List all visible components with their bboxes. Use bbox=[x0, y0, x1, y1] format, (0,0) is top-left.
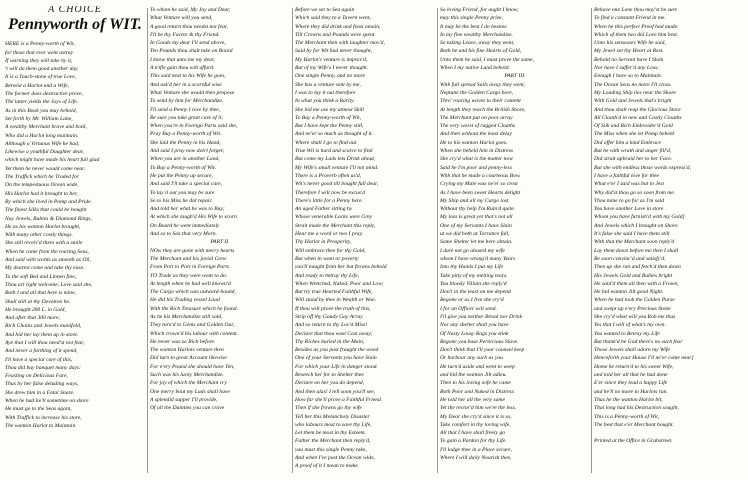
verse-line: Therefore I will now be excus'd bbox=[295, 189, 365, 196]
verse-line: Set forth by Mr. William Lane, bbox=[5, 115, 73, 122]
verse-line: In Goods my dear I'll send above, bbox=[150, 40, 226, 47]
verse-line: Don't think that I'll your counsel keep bbox=[440, 347, 525, 354]
verse-line: If warning they will take by it, bbox=[5, 57, 73, 64]
verse-line: NOw they are gone with merry hearts bbox=[150, 247, 235, 254]
verse-line: What Venture will you send, bbox=[150, 15, 213, 22]
verse-line: I was to lay it out therefore bbox=[295, 89, 356, 96]
column-5-lines bbox=[594, 6, 744, 446]
verse-line: The Cargo which was outward-bound, bbox=[150, 289, 236, 296]
verse-line: An aged Father sitting by bbox=[295, 206, 353, 213]
verse-line: Pray Buy a Penny-worth of Wit. bbox=[150, 131, 222, 138]
verse-line: I'll lodge thee in a Place secure, bbox=[440, 446, 512, 453]
verse-line: By which she lived in Pomp and Pride. bbox=[5, 198, 92, 205]
verse-line: With the Rich Treasure which he found. bbox=[150, 305, 238, 312]
verse-line: Betwixt a Harlot and a Wife, bbox=[5, 82, 70, 89]
verse-line: Will embrace thee for thy Gold, bbox=[295, 247, 366, 254]
verse-line: He put the Penny up secure, bbox=[150, 172, 213, 179]
verse-line: may this single Penny prize, bbox=[440, 15, 503, 22]
verse-line: Of Silk and Rich Embroider'd Gold bbox=[594, 123, 673, 130]
verse-line: A proof of it I mean to make. bbox=[295, 463, 360, 470]
verse-line: To the soft Bed and Linnen fine, bbox=[5, 273, 77, 280]
verse-line: And ask'd her in a scornful wise bbox=[150, 81, 222, 88]
verse-line: My Dear she cry'd since it is so, bbox=[440, 413, 512, 420]
verse-line: Then if she frowns go thy wife bbox=[295, 405, 362, 412]
column-2 bbox=[150, 6, 290, 413]
verse-line: 't will do them good another day. bbox=[5, 66, 79, 73]
verse-line: He to his wanton Harlot goes. bbox=[440, 139, 508, 146]
verse-line: To find a constant Friend in me. bbox=[594, 15, 666, 22]
verse-line: Although a Virtuous Wife he had, bbox=[5, 140, 80, 147]
verse-line: His Jewels Gold and Rubies bright bbox=[594, 272, 673, 279]
verse-line: There's little for a Penny here. bbox=[295, 197, 363, 204]
verse-line: Thou art right welcome, Love said she, bbox=[5, 281, 93, 288]
verse-line: Thou mine to go for as I'm said bbox=[594, 197, 665, 204]
verse-line: And so return to thy Lov'd Miss! bbox=[295, 322, 368, 329]
verse-line: And told her what he was to Buy; bbox=[150, 206, 225, 213]
verse-line: I'll be thy Factor & thy Friend. bbox=[150, 31, 220, 38]
verse-line: for those that ever went astray bbox=[5, 49, 74, 56]
verse-line: Without thy help I'm Ruin'd quite. bbox=[440, 206, 516, 213]
verse-line: And Jewels which I brought on Shore. bbox=[594, 222, 679, 229]
verse-line: When Wretched, Naked, Poor and Low; bbox=[295, 280, 384, 287]
verse-line: This said next to his Wife he goes, bbox=[150, 73, 226, 80]
verse-line: Printed at the Office in Grubstreet. bbox=[594, 438, 673, 445]
column-3-lines bbox=[295, 6, 435, 471]
verse-line: To Buy a Penny-worth of Wit. bbox=[150, 164, 216, 171]
verse-line: Did offer him a kind Embrace bbox=[594, 139, 661, 146]
verse-line: You have another Love in store bbox=[594, 206, 664, 213]
column-1-lines bbox=[5, 40, 145, 430]
verse-line: A good return thou needst not fear, bbox=[150, 23, 228, 30]
verse-line: What e'er I said was but in Jest bbox=[594, 181, 665, 188]
verse-line: Did turn to great Account likewise bbox=[150, 355, 227, 362]
verse-line: Strip off thy Gaudy Gay Array bbox=[295, 313, 363, 320]
verse-line: True Wit is hard and scarce to find bbox=[295, 148, 373, 155]
verse-line: Let them be most in thy Esteem. bbox=[295, 430, 366, 437]
verse-line: Did strait upbraid her to her Face. bbox=[594, 156, 673, 163]
verse-line: Or harbour any such as you bbox=[440, 355, 503, 362]
column-divider bbox=[147, 8, 148, 473]
column-divider bbox=[591, 8, 592, 473]
column-2-lines bbox=[150, 6, 290, 413]
verse-line: Of all the Dainties you can crave bbox=[150, 405, 225, 412]
verse-line: But try true Hearted Faithful Wife, bbox=[295, 289, 373, 296]
verse-line: To gain a Pardon for thy Life. bbox=[440, 438, 507, 445]
verse-line: From Port to Port in Foreign Parts bbox=[150, 264, 230, 271]
verse-line: Where they did drink and feast amain, bbox=[295, 23, 381, 30]
verse-line: you'll naught from her but frowns behold bbox=[295, 264, 387, 271]
column-4 bbox=[440, 6, 590, 462]
verse-line: The former does destructive prove, bbox=[5, 91, 83, 98]
verse-line: It's false she said I have them still bbox=[594, 231, 670, 238]
verse-line: I'll have a special care of this, bbox=[5, 356, 73, 363]
verse-line: Which said they to a Tavern went, bbox=[295, 15, 371, 22]
verse-line: Nor any shelter shall you have bbox=[440, 322, 509, 329]
verse-line: The Merchant put on poor array bbox=[440, 114, 513, 121]
verse-line: To send by him for Merchandize. bbox=[150, 98, 224, 105]
verse-line: My Loading Ship lies near the Shore bbox=[594, 89, 676, 96]
column-1 bbox=[5, 6, 145, 430]
verse-line: A trifle gain thou wilt afford. bbox=[150, 65, 215, 72]
verse-line: Then to his loving wife he came bbox=[440, 380, 511, 387]
verse-line: I'll send a Penny I love by thee, bbox=[150, 106, 221, 113]
verse-line: But thank'd be God there's no such fear bbox=[594, 338, 683, 345]
verse-line: As in this Book you may behold, bbox=[5, 107, 77, 114]
verse-line: Which crown'd his labour with content. bbox=[150, 330, 238, 337]
verse-line: Where shall I go to find out bbox=[295, 139, 357, 146]
verse-line: Such was his lucky Merchandize. bbox=[150, 372, 224, 379]
verse-line: He bid wanton Jilt good Night. bbox=[594, 289, 664, 296]
verse-line: Don't in the least on me depend bbox=[440, 289, 511, 296]
verse-line: All Cloath'd in new and Costly Cloaths bbox=[594, 114, 682, 121]
verse-line: which might have made his heart full glad bbox=[5, 157, 100, 164]
verse-line: For joy of which the Merchant cry bbox=[150, 380, 227, 387]
verse-line: When you are in another Land, bbox=[150, 156, 220, 163]
verse-line: That long had his Destruction sought, bbox=[594, 405, 679, 412]
verse-line: It may be the best I do bestow bbox=[440, 23, 507, 30]
verse-line: The Ocean Seas no more I'll cross. bbox=[594, 81, 672, 88]
verse-line: He said'd them all then with a Frown, bbox=[594, 280, 679, 287]
verse-line: What Venture she would then propose bbox=[150, 89, 235, 96]
verse-line: I know that unto me my dear, bbox=[150, 56, 215, 63]
verse-line: Yet the rector'd him we're the less. bbox=[440, 405, 517, 412]
verse-line: She cry'd what is the matter now bbox=[440, 156, 513, 163]
verse-line: Aye that I will thou need'st not fear, bbox=[5, 339, 85, 346]
verse-line: Be soon convinc'd and satisfy'd. bbox=[594, 255, 666, 262]
verse-line: And so to Sea that very Morn. bbox=[150, 231, 217, 238]
verse-line: I for an Officer will send. bbox=[440, 305, 497, 312]
verse-line: Both I and all that here is mine, bbox=[5, 290, 76, 297]
verse-line: Behold no Servant have I Slain bbox=[594, 56, 664, 63]
verse-line: you must this single Penny take, bbox=[295, 446, 367, 453]
verse-line: She still receiv'd them with a smile bbox=[5, 240, 83, 247]
verse-line: Whose venerable Locks were Grey bbox=[295, 214, 373, 221]
verse-line: Home he return'd to his sweet Wife, bbox=[594, 363, 674, 370]
verse-line: One of your Servants you have Slain bbox=[295, 355, 377, 362]
verse-line: For e'ery Pound she should have Ten, bbox=[150, 363, 235, 370]
verse-line: My Ship and all my Cargo lost bbox=[440, 197, 509, 204]
verse-line: And ne'er so much as thought of it. bbox=[295, 131, 373, 138]
verse-line: TO Trade as they were wont to do. bbox=[150, 272, 228, 279]
verse-line: When he came from the roaring Seas, bbox=[5, 248, 89, 255]
verse-line: Declare on her you do depend, bbox=[295, 380, 365, 387]
verse-line: This is a Penny-worth of Wit, bbox=[594, 413, 660, 420]
verse-line: In what you think a Rarity. bbox=[295, 98, 355, 105]
verse-line: As he his Merchandize still sold, bbox=[150, 313, 223, 320]
verse-line: Some Shelter let me here obtain. bbox=[440, 239, 513, 246]
verse-line: And after that 300 more, bbox=[5, 315, 60, 322]
verse-line: The wanton Harlots venture then bbox=[150, 347, 224, 354]
verse-line: I dare not go aboard my wife bbox=[440, 247, 505, 254]
verse-line: One single Penny, and no more bbox=[295, 73, 366, 80]
verse-line: Of Nasty Lousy Rags you stink bbox=[440, 330, 509, 337]
verse-line: All that I have shall freely go bbox=[440, 430, 506, 437]
verse-line: Be sure you take great care of it; bbox=[150, 114, 224, 121]
verse-line: She drew him in a Fatal Snare. bbox=[5, 389, 75, 396]
verse-line: But come my Lads lets Drink about, bbox=[295, 156, 376, 163]
verse-line: Tell her this Melancholy Disaster bbox=[295, 413, 370, 420]
verse-line: But she with endless those words express'd, bbox=[594, 164, 691, 171]
verse-line: To lay it out you may be sure bbox=[150, 189, 215, 196]
verse-line: Begone you base Pernicious Slave. bbox=[440, 338, 519, 345]
verse-line: He must go to the Seas again, bbox=[5, 406, 72, 413]
verse-line: A splendid supper I'll provide, bbox=[150, 396, 218, 403]
verse-line: ut we did both at Torrance fall, bbox=[440, 231, 510, 238]
verse-line: But when in want or poverty bbox=[295, 255, 359, 262]
verse-line: Begone or as I live she cry'd bbox=[440, 297, 504, 304]
verse-line: Said by for Wit had never thought, bbox=[295, 48, 372, 55]
verse-line: Then up she ran and fetch'd then down bbox=[594, 264, 681, 271]
verse-line: To Buy a Penny-worth of Wit, bbox=[295, 114, 361, 121]
verse-line: Unto his sensesses Wife he said, bbox=[594, 40, 666, 47]
verse-line: She laid the Penny in his Hand, bbox=[150, 139, 221, 146]
verse-line: Take pitty of my melting tears. bbox=[440, 272, 508, 279]
verse-line: When you're in Foreign Parts said she, bbox=[150, 123, 238, 130]
verse-line: My Harlot's venture is improv'd, bbox=[295, 56, 368, 63]
verse-line: Will stand by thee in Wealth or Woe. bbox=[295, 297, 376, 304]
part-heading: PART III. bbox=[504, 73, 526, 80]
verse-line: and swept up e'ery Precious Stone bbox=[594, 305, 671, 312]
verse-line: The latter yields the Joys of Life. bbox=[5, 99, 79, 106]
verse-line: One of my Servants I have Slain bbox=[440, 222, 512, 229]
verse-line bbox=[594, 429, 744, 437]
verse-line: She has a venture sent by me, bbox=[295, 81, 361, 88]
verse-line: Before we set to Sea again bbox=[295, 7, 355, 13]
verse-line: Thus he the wanton Harlot bit, bbox=[594, 396, 663, 403]
verse-line: Crying my Mate was ne'er so crost bbox=[440, 181, 518, 188]
verse-line: Henceforth your House I'll ne'er come near] bbox=[594, 355, 694, 362]
verse-line: whom I have wrong'd many Years bbox=[440, 255, 516, 262]
verse-line: Lay them down before me then I shall bbox=[594, 247, 679, 254]
verse-line: He turn'd aside and went to weep bbox=[440, 363, 515, 370]
verse-line: And when I've past the Ocean wide, bbox=[295, 455, 375, 462]
verse-line: and he'll no more to Harlots run. bbox=[594, 388, 668, 395]
verse-line: When he this perfect Proof had made. bbox=[594, 23, 679, 30]
verse-line: Unto them he said, I must prove the same, bbox=[440, 56, 534, 63]
verse-line: Hear me a word or two I pray. bbox=[295, 231, 364, 238]
verse-line: Nor have I suffer'd any Loss; bbox=[594, 65, 660, 72]
verse-line: One merry bout my Lads shall have bbox=[150, 388, 230, 395]
verse-line: For which your Life in danger stood. bbox=[295, 363, 378, 370]
verse-line: Yes that I will of what's my own. bbox=[594, 322, 666, 329]
verse-line: and bid the wanton Jilt adieu. bbox=[440, 372, 507, 379]
verse-line: Take comfort in thy loving wife, bbox=[440, 421, 511, 428]
verse-line: But of my Wife's I never thought. bbox=[295, 65, 369, 72]
verse-line: And never a farthing of it spend, bbox=[5, 348, 78, 355]
verse-line: To whom he said, My Joy and Dear, bbox=[150, 7, 231, 13]
verse-line: Thy Riches buried in the Main, bbox=[295, 338, 365, 345]
verse-line: Strait made the Merchant this reply, bbox=[295, 222, 376, 229]
part-heading: PART II. bbox=[210, 239, 230, 246]
verse-line: You wanted to Betray my Life bbox=[594, 330, 660, 337]
verse-line: I have a faithful love for thee bbox=[594, 172, 659, 179]
verse-line: Whom you have furnish'd with my Gold] bbox=[594, 214, 685, 221]
verse-line: My dearest come and take thy ease. bbox=[5, 265, 85, 272]
verse-line: Both he and his fine Hearts of Gold, bbox=[440, 48, 522, 55]
verse-line: Father the Merchant then reply'd, bbox=[295, 438, 371, 445]
verse-line: The wanton Harlot to Maintain. bbox=[5, 422, 77, 429]
verse-line: When he had lie'll sometime on shore bbox=[5, 398, 89, 405]
verse-line: With that he made a courteous Bow. bbox=[440, 172, 521, 179]
verse-line: So to his Miss he did repair. bbox=[150, 197, 213, 204]
title-line-1: A CHOICE bbox=[48, 6, 102, 15]
verse-line: They turn'd to Gems and Golden Oar, bbox=[150, 322, 235, 329]
verse-line: Why did'st thou go so soon from me. bbox=[594, 189, 676, 196]
verse-line: I'll give you neither Bread nor Drink bbox=[440, 313, 523, 320]
verse-line: With full spread Sails away they went, bbox=[440, 81, 526, 88]
verse-line: The Merchant then with laughter mov'd, bbox=[295, 40, 385, 47]
verse-line: The finest Silks that could be bought bbox=[5, 207, 87, 214]
verse-line: who labours most to save thy Life, bbox=[295, 421, 372, 428]
verse-line: At length they reach the British Shore, bbox=[440, 106, 526, 113]
verse-line: His Harlot had it brought to her, bbox=[5, 190, 78, 197]
verse-line: Behave one Lone thou may'st be sure bbox=[594, 7, 678, 13]
verse-line: She bid me use my utmost Skill bbox=[295, 106, 364, 113]
verse-line: HERE is a Penny-worth of Wit, bbox=[5, 41, 75, 48]
verse-line: And said with words as smooth as Oil, bbox=[5, 257, 91, 264]
verse-line: Both Poor and Naked in Distress bbox=[440, 388, 514, 395]
verse-line: He never was so Rich before. bbox=[150, 338, 216, 345]
verse-line: Nay Jewels, Rubies & Diamond Rings, bbox=[5, 215, 92, 222]
column-5 bbox=[594, 6, 744, 446]
verse-line: When he had took the Golden Purse bbox=[594, 297, 675, 304]
verse-line: At which she laugh'd His Wife to scorn bbox=[150, 214, 237, 221]
verse-line: With Traffick to increase his store, bbox=[5, 414, 82, 421]
verse-line: Those Jewels shall adorn my Wife bbox=[594, 347, 670, 354]
verse-line: And ready to betray thy Life, bbox=[295, 272, 360, 279]
verse-line: The Miss when she let Pomp beheld bbox=[594, 131, 675, 138]
verse-line: The very worst of ragged Cloaths bbox=[440, 123, 516, 130]
title-line-2: Pennyworth of WIT. bbox=[8, 16, 142, 34]
verse-line: And then without the least delay bbox=[440, 131, 512, 138]
verse-line: But he with wrath and anger fill'd, bbox=[594, 148, 672, 155]
verse-line: The best that e'er Merchant bought. bbox=[594, 421, 674, 428]
verse-line: There is a Proverb often us'd, bbox=[295, 172, 362, 179]
column-divider bbox=[437, 8, 438, 473]
verse-line: He brought 200 L. in Gold, bbox=[5, 306, 66, 313]
verse-line: And thou shalt reap the Glorious Store bbox=[594, 106, 681, 113]
verse-line: Till Crowns and Pounds were spent. bbox=[295, 31, 376, 38]
verse-line: With that the Merchant soon reply'd bbox=[594, 239, 675, 246]
verse-line: And hid her lay them up in store. bbox=[5, 331, 79, 338]
verse-line: When she beheld him in Distress bbox=[440, 148, 513, 155]
verse-line: E'er since they lead a happy Life bbox=[594, 380, 668, 387]
column-3 bbox=[295, 6, 435, 471]
verse-line: She cry'd what will you Rob me thus bbox=[594, 313, 676, 320]
verse-line: and told her all that he had done bbox=[594, 372, 668, 379]
verse-line: But I have kept the Penny still, bbox=[295, 123, 364, 130]
verse-line: My Jewel set thy Heart at Rest. bbox=[594, 48, 664, 55]
verse-line: The Merchant and his jovial Crew bbox=[150, 255, 227, 262]
verse-line: He did his Trading vessel Load bbox=[150, 297, 220, 304]
verse-line: He told her all the very same bbox=[440, 396, 505, 403]
verse-line: Who did a Harlot long maintain. bbox=[5, 132, 79, 139]
column-4-lines bbox=[440, 6, 590, 462]
column-divider bbox=[292, 8, 293, 473]
verse-line: So taking Leave, away they went, bbox=[440, 40, 515, 47]
verse-line: You bloody Villain she reply'd bbox=[440, 280, 507, 287]
verse-line: And said I'll take a special care, bbox=[150, 181, 222, 188]
verse-line: With many other costly things. bbox=[5, 232, 73, 239]
verse-line: And said I pray now don't forget; bbox=[150, 148, 225, 155]
verse-line: The Traffick which he Traded for bbox=[5, 174, 79, 181]
verse-line: At length when he had well known'd bbox=[150, 280, 231, 287]
verse-line: Which of them two did Love him best. bbox=[594, 31, 679, 38]
verse-line: Said he I'm poor and penny-less bbox=[440, 164, 512, 171]
verse-line: When I my native Land behold. bbox=[440, 65, 510, 72]
verse-line: Likewise a youthful Daughter dear, bbox=[5, 149, 84, 156]
verse-line: Feasting on Delicious Fare, bbox=[5, 373, 68, 380]
verse-line: And then alas! I tell soon you'll see, bbox=[295, 388, 376, 395]
verse-line: Thus by her false deluding ways, bbox=[5, 381, 79, 388]
verse-line: He as his wanton Harlot brought, bbox=[5, 223, 81, 230]
verse-line: Neptune the Golden Cargo bore, bbox=[440, 89, 514, 96]
verse-line: If thou wilt prove the truth of this, bbox=[295, 305, 371, 312]
verse-line: How far she'll prove a Faithful Friend. bbox=[295, 396, 383, 403]
verse-line: My Wife's small venture I'll not mind. bbox=[295, 164, 379, 171]
verse-line: Thro' roaring waves to their content bbox=[440, 98, 521, 105]
verse-line: Beseech her for to Shelter thee bbox=[295, 372, 364, 379]
verse-line: Wit's never good till bought full dear, bbox=[295, 181, 379, 188]
verse-line: A wealthy Merchant brave and bold, bbox=[5, 124, 87, 131]
verse-line: Ten Pounds thou shalt take on Board bbox=[150, 48, 233, 55]
verse-line: Thy Harlot in Prosperity, bbox=[295, 239, 352, 246]
verse-line: Where I will daily Nourish thee, bbox=[440, 455, 512, 462]
verse-line: As I have been sweet Hearts delight bbox=[440, 189, 521, 196]
verse-line: On Board he went immediately bbox=[150, 222, 220, 229]
verse-line: My loss is great yet that's not all bbox=[440, 214, 513, 221]
verse-line: It is a Touch-stone of true Love, bbox=[5, 74, 77, 81]
verse-line: On the tempestuous Ocean wide, bbox=[5, 182, 79, 189]
verse-line: Enough I have so to Maintain. bbox=[594, 73, 663, 80]
verse-line: Rich Chains and Jewels manifold, bbox=[5, 323, 82, 330]
verse-line: So loving Friend, for aught I know, bbox=[440, 7, 519, 13]
verse-line: Declare that thou wast Cast away; bbox=[295, 330, 373, 337]
verse-line: With Gold and Jewels that's bright bbox=[594, 98, 672, 105]
verse-line: Shall still at thy Devotion be. bbox=[5, 298, 71, 305]
verse-line: Thou did buy banquet many days: bbox=[5, 364, 81, 371]
verse-line: Yet them he never would come near. bbox=[5, 165, 86, 172]
verse-line: In my fine wealthy Merchandize. bbox=[440, 31, 513, 38]
verse-line: Into thy Hands I put my Life bbox=[440, 264, 504, 271]
verse-line: Besides as you past fraught the wood bbox=[295, 347, 379, 354]
